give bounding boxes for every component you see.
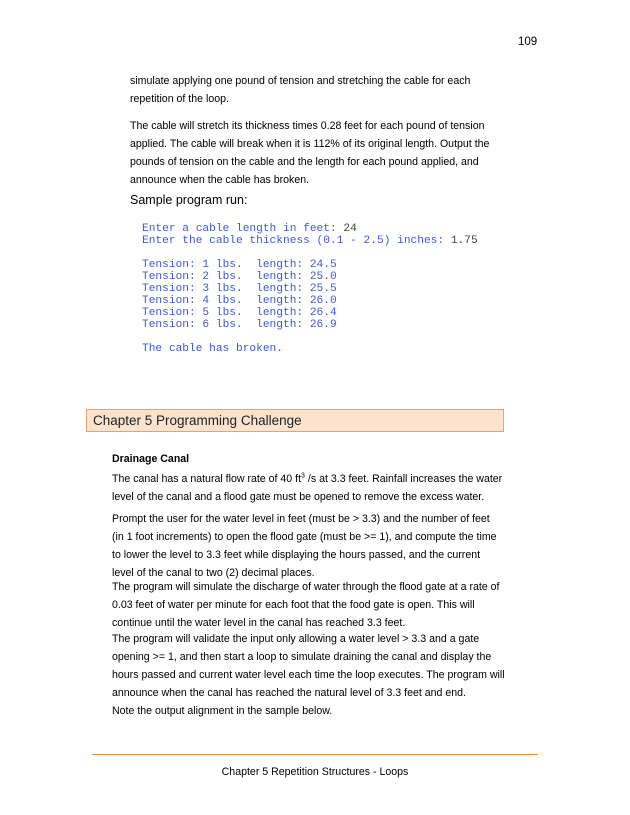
text-line: continue until the water level in the canal has reached 3.3 feet. <box>112 617 406 629</box>
cable-paragraph <box>130 117 510 189</box>
text-line: simulate applying one pound of tension and stretching the cable for each <box>130 75 471 87</box>
intro-paragraph <box>130 72 510 108</box>
text-fragment: The canal has a natural flow rate of 40 ft <box>112 473 302 485</box>
text-line: 0.03 feet of water per minute for each foot that the food gate is open. This will <box>112 599 475 611</box>
canal-paragraph-4 <box>112 630 512 702</box>
sample-heading: Sample program run: <box>130 193 248 207</box>
text-line: applied. The cable will break when it is 112% of its original length. Output the <box>130 138 490 150</box>
section-subheading: Drainage Canal <box>112 453 190 465</box>
code-tension-line: Tension: 1 lbs. length: 24.5 <box>142 259 337 271</box>
canal-paragraph-1 <box>112 470 512 506</box>
text-line: The program will validate the input only allowing a water level > 3.3 and a gate <box>112 633 480 645</box>
text-fragment: /s at 3.3 feet. Rainfall increases the water <box>304 473 503 485</box>
text-line: announce when the canal has reached the natural level of 3.3 feet and end. <box>112 687 466 699</box>
code-prompt-length <box>142 223 357 235</box>
code-label: Enter the cable thickness (0.1 - 2.5) inches: <box>142 235 451 247</box>
canal-paragraph-5 <box>112 702 512 720</box>
text-line: (in 1 foot increments) to open the flood gate (must be >= 1), and compute the time <box>112 531 497 543</box>
text-line: Prompt the user for the water level in feet (must be > 3.3) and the number of feet <box>112 513 490 525</box>
text-line: repetition of the loop. <box>130 93 229 105</box>
code-tension-line: Tension: 2 lbs. length: 25.0 <box>142 271 337 283</box>
text-line: to lower the level to 3.3 feet while displaying the hours passed, and the current <box>112 549 481 561</box>
page-number: 109 <box>518 36 538 48</box>
superscript: 3 <box>301 472 305 480</box>
code-tension-line: Tension: 3 lbs. length: 25.5 <box>142 283 337 295</box>
footer-rule <box>92 754 538 755</box>
text-line: announce when the cable has broken. <box>130 174 310 186</box>
text-line: The program will simulate the discharge of water through the flood gate at a rate of <box>112 581 500 593</box>
text-line: level of the canal and a flood gate must be opened to remove the excess water. <box>112 491 485 503</box>
text-line: opening >= 1, and then start a loop to simulate draining the canal and display the <box>112 651 492 663</box>
text-line: pounds of tension on the cable and the length for each pound applied, and <box>130 156 479 168</box>
canal-paragraph-3 <box>112 578 512 632</box>
canal-paragraph-2 <box>112 510 512 582</box>
code-tension-line: Tension: 4 lbs. length: 26.0 <box>142 295 337 307</box>
code-broken-line: The cable has broken. <box>142 343 283 355</box>
code-input-value: 1.75 <box>450 235 478 247</box>
text-line: hours passed and current water level each time the loop executes. The program will <box>112 669 505 681</box>
text-line <box>112 470 512 488</box>
chapter-heading-box: Chapter 5 Programming Challenge <box>86 409 504 432</box>
code-input-value: 24 <box>343 223 357 235</box>
footer-title: Chapter 5 Repetition Structures - Loops <box>221 766 409 778</box>
code-tension-line: Tension: 6 lbs. length: 26.9 <box>142 319 337 331</box>
text-line: Note the output alignment in the sample below. <box>112 705 333 717</box>
code-tension-line: Tension: 5 lbs. length: 26.4 <box>142 307 337 319</box>
text-line: The cable will stretch its thickness times 0.28 feet for each pound of tension <box>130 120 485 132</box>
code-label: Enter a cable length in feet: <box>142 223 344 235</box>
code-prompt-thickness <box>142 235 478 247</box>
text-line: level of the canal to two (2) decimal places. <box>112 567 315 579</box>
